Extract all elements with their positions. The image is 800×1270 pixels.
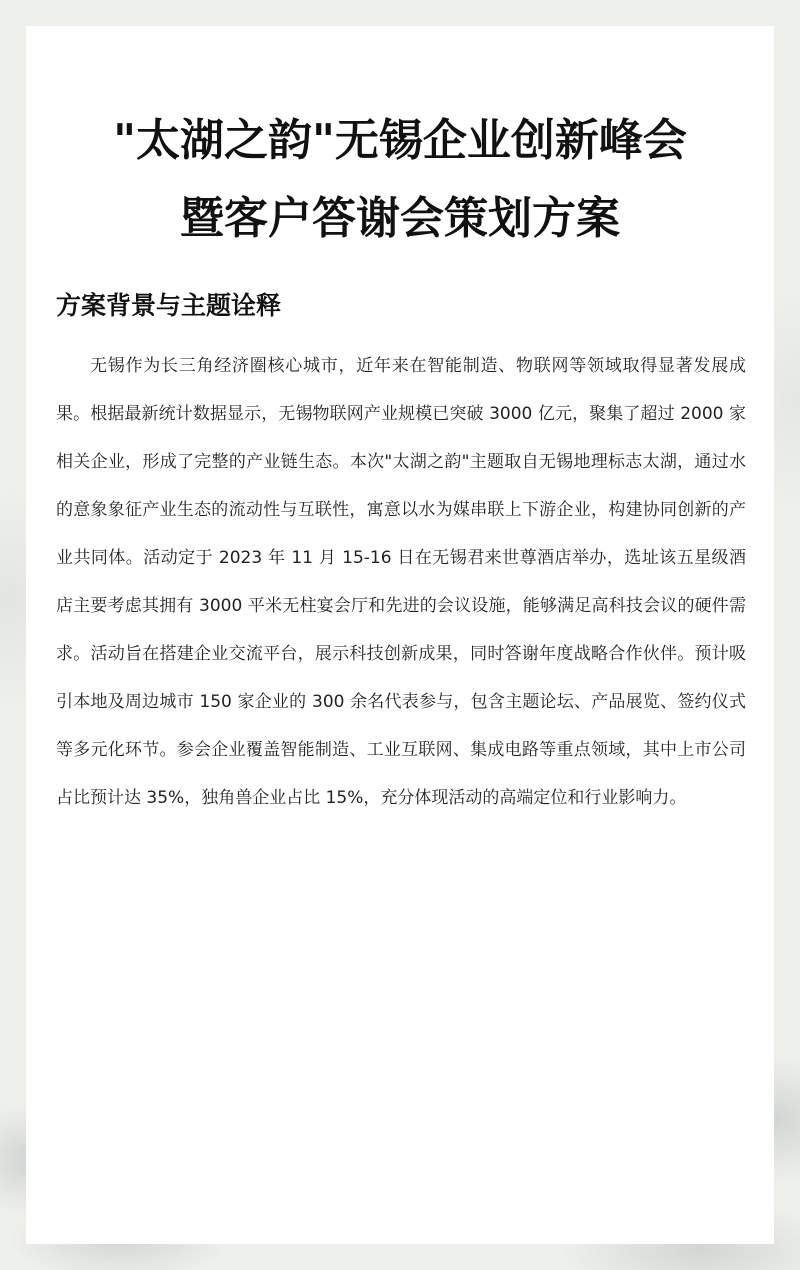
title-line-1: "太湖之韵"无锡企业创新峰会	[113, 115, 687, 166]
body-paragraph: 无锡作为长三角经济圈核心城市，近年来在智能制造、物联网等领域取得显著发展成果。根据最新统计数据显示，无锡物联网产业规模已突破 3000 亿元，聚集了超过 2000 家相关企业，形成了完整的产业链生态。本次"太湖之韵"主题取自无锡地理标志太湖，通过水的意象象征产业生态的流动性与互联性，寓意以水为媒串联上下游企业，构建协同创新的产业共同体。活动定于 2023 年 11 月 15-16 日在无锡君来世尊酒店举办，选址该五星级酒店主要考虑其拥有 3000 平米无柱宴会厅和先进的会议设施，能够满足高科技会议的硬件需求。活动旨在搭建企业交流平台，展示科技创新成果，同时答谢年度战略合作伙伴。预计吸引本地及周边城市 150 家企业的 300 余名代表参与，包含主题论坛、产品展览、签约仪式等多元化环节。参会企业覆盖智能制造、工业互联网、集成电路等重点领域，其中上市公司占比预计达 35%，独角兽企业占比 15%，充分体现活动的高端定位和行业影响力。	[56, 356, 746, 808]
title-line-2: 暨客户答谢会策划方案	[180, 193, 620, 244]
document-page	[26, 26, 774, 1244]
section-heading: 方案背景与主题诠释	[56, 291, 282, 320]
document-title	[26, 102, 774, 258]
